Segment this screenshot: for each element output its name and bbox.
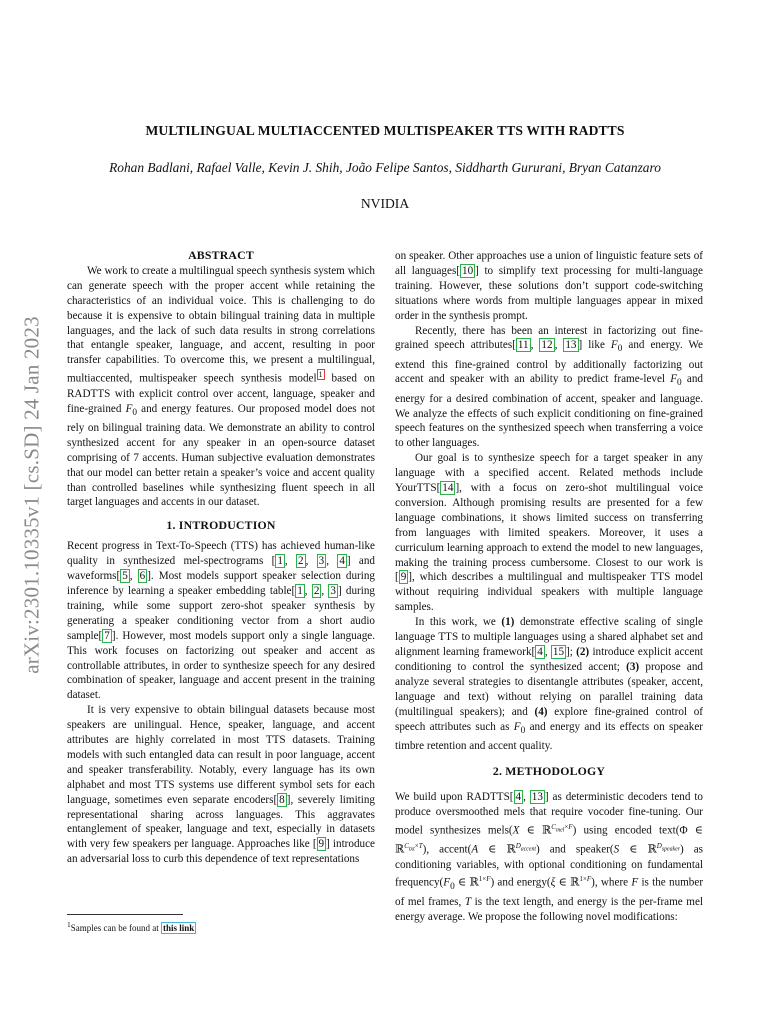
citation-link[interactable]: 6 <box>139 570 146 583</box>
citation-link[interactable]: 4 <box>515 791 522 804</box>
citation-link[interactable]: 3 <box>318 555 325 568</box>
introduction-heading: 1. INTRODUCTION <box>166 518 276 533</box>
citation-link[interactable]: 8 <box>279 793 285 806</box>
intro-paragraph-1: Recent progress in Text-To-Speech (TTS) has achieved human-like quality in synthesized mel-spectrograms [ 1 , 2 , 3 , 4 ] and waveforms[ 5 , 6 ]. Most models support speaker selection during inference by learning a speaker embedding table[ 1 , 2 , 3 ] during training, while some support zero-shot speaker synthesis by generating a speaker conditioning vector from a short audio sample[ 7 ]. However, most models support only a single language. This work focuses on factorizing out speaker and accent as controllable attributes, in order to synthesize speech for any desired combination of speaker, language and accent present in the training dataset. <box>67 540 376 702</box>
right-column <box>395 249 703 925</box>
citation-link[interactable]: 1 <box>277 555 283 568</box>
footnote-text: Samples can be found at <box>70 923 161 933</box>
left-column <box>67 248 375 867</box>
citation-link[interactable]: 2 <box>297 555 304 568</box>
intro-paragraph-2-cont: on speaker. Other approaches use a union of linguistic feature sets of all languages[ 10 ] to simplify text processing for multi-language training. However, these solutions don’t support code-switching situations where words from multiple languages appear in mixed order in the synthesis prompt. <box>395 250 703 322</box>
intro-paragraph-5: In this work, we (1) demonstrate effective scaling of single language TTS to multiple languages using a shared alphabet set and alignment learning framework[ 4 , 15 ]; (2) introduce explicit accent conditioning to control the synthesized accent; (3) propose and analyze several strategies to disentangle attributes (speaker, accent, language and text) without relying on parallel training data (multilingual speakers); and (4) explore fine-grained control of speech attributes such as $F_0$ and energy and its effects on speaker timbre retention and accent quality. <box>395 616 704 752</box>
citation-link[interactable]: 1 <box>297 584 303 597</box>
methodology-heading: 2. METHODOLOGY <box>492 763 606 778</box>
method-paragraph-1: We build upon RADTTS[ 4 , 13 ] as deterministic decoders tend to produce oversmoothed mels that require vocoder fine-tuning. Our model synthesizes mels(X ∈ ℝ$^{C_{mel}\times F}$) using encoded text(Φ ∈ ℝ$^{C_{txt}\times T}$), accent(A ∈ ℝ$^{D_{accent}}$) and speaker(S ∈ ℝ$^{D_{speaker}}$) as conditioning variables, with optional conditioning on fundamental $frequency(F_0$ ∈ ℝ$^{1\times F}$) and energy(ξ ∈ ℝ$^{1\times F}$), where F is the number of mel frames, T is the text length, and energy is the per-frame mel energy average. We propose the following novel modifications: <box>395 791 704 924</box>
citation-link[interactable]: 5 <box>122 570 128 583</box>
citation-link[interactable]: 9 <box>318 838 325 851</box>
citation-link[interactable]: 4 <box>537 646 543 658</box>
abstract-text: We work to create a multilingual speech synthesis system which can generate speech with the proper accent while retaining the characteristics of an individual voice. This is challenging to do because it is expensive to obtain bilingual training data in multiple languages, and the lack of such data results in strong correlations that entangle speaker, language, and accent, resulting in poor transfer capabilities. To overcome this, we present a multilingual, multiaccented, multispeaker speech synthesis model $^1$ based on RADTTS with explicit control over accent, language, speaker and fine-grained $F_0$ and energy features. Our proposed model does not rely on bilingual training data. We demonstrate an ability to control synthesized accent for any speaker in an open-source dataset comprising of 7 accents. Human subjective evaluation demonstrates that our model can better retain a speaker’s voice and accent quality than controlled baselines while synthesizing fluent speech in all target languages and accents in our dataset. <box>67 264 375 509</box>
citation-link[interactable]: 15 <box>552 646 565 658</box>
intro-paragraph-2: It is very expensive to obtain bilingual datasets because most speakers are unilingual. Hence, speaker, language, and accent attributes are highly correlated in most TTS datasets. Training models with such entangled data can result in poor language, accent and speaker transferability. Notably, every language has its own alphabet and most TTS systems use different symbol sets for each language, sometimes even separate encoders[ 8 ], severely limiting representational sharing across languages. This aggravates entanglement of speaker, language and text, especially in datasets with very few speakers per language. Approaches like [ 9 ] introduce an adversarial loss to curb this dependence of text representations <box>67 704 375 866</box>
citation-link[interactable]: 13 <box>531 791 543 804</box>
citation-link[interactable]: 14 <box>442 482 454 495</box>
footnote-marker[interactable]: 1 <box>318 370 323 380</box>
intro-paragraph-3: Recently, there has been an interest in factorizing out fine-grained speech attributes[ 11 , 12 , 13 ] like $F_0$ and energy. We extend this fine-grained control by additionally factorizing out accent and speaker with an ability to predict frame-level $F_0$ and energy for a desired combination of accent, speaker and language. We analyze the effects of such explicit conditioning on fine-grained speech features on the synthesized speech when transferring a voice to other languages. <box>395 324 703 450</box>
citation-link[interactable]: 12 <box>541 339 553 352</box>
samples-link[interactable]: this link <box>162 923 195 933</box>
citation-link[interactable]: 7 <box>104 629 110 642</box>
intro-paragraph-4: Our goal is to synthesize speech for a target speaker in any language with a specified accent. Related methods include YourTTS[ 14 ], with a focus on zero-shot multilingual voice conversion. Although promising results are presented for a few language combinations, it shows limited success on transferring from languages with limited speakers. Moreover, it uses a curriculum learning approach to extend the model to new languages, making the training process cumbersome. Closest to our work is [ 9 ], which describes a multilingual and multispeaker TTS model without requiring individual speakers with multiple language samples. <box>395 452 703 614</box>
citation-link[interactable]: 10 <box>462 264 474 277</box>
author-list: Rohan Badlani, Rafael Valle, Kevin J. Shih, João Felipe Santos, Siddharth Gururani, Bryan Catanzaro <box>109 160 661 175</box>
abstract-heading: ABSTRACT <box>188 248 254 262</box>
paper-title: MULTILINGUAL MULTIACCENTED MULTISPEAKER TTS WITH RADTTS <box>145 123 625 138</box>
citation-link[interactable]: 2 <box>313 584 320 597</box>
citation-link[interactable]: 9 <box>400 571 407 584</box>
footnote-rule <box>67 914 183 915</box>
citation-link[interactable]: 4 <box>339 555 345 568</box>
footnote-number: 1 <box>67 920 71 929</box>
citation-link[interactable]: 3 <box>330 584 336 597</box>
affiliation: NVIDIA <box>360 196 410 211</box>
citation-link[interactable]: 13 <box>565 339 577 352</box>
footnote <box>67 914 367 934</box>
arxiv-identifier: arXiv:2301.10335v1 [cs.SD] 24 Jan 2023 <box>19 316 44 674</box>
citation-link[interactable]: 11 <box>517 339 529 352</box>
